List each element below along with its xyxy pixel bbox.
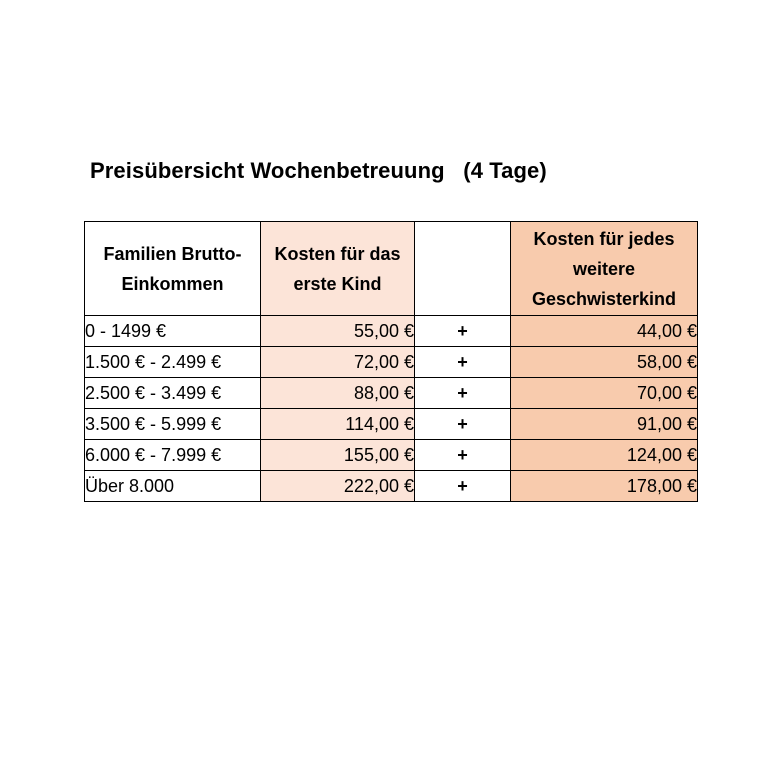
table-header-row (85, 222, 698, 316)
cell-further-child: 44,00 € (511, 316, 698, 347)
price-table (84, 221, 698, 502)
cell-further-child: 178,00 € (511, 471, 698, 502)
table-row (85, 316, 698, 347)
table-row (85, 409, 698, 440)
cell-first-child: 55,00 € (261, 316, 415, 347)
table-row (85, 440, 698, 471)
cell-plus: + (415, 378, 511, 409)
cell-income: 6.000 € - 7.999 € (85, 440, 261, 471)
cell-further-child: 58,00 € (511, 347, 698, 378)
table-row (85, 347, 698, 378)
cell-income: 1.500 € - 2.499 € (85, 347, 261, 378)
cell-further-child: 91,00 € (511, 409, 698, 440)
cell-plus: + (415, 409, 511, 440)
cell-plus: + (415, 347, 511, 378)
table-row (85, 378, 698, 409)
cell-income: 2.500 € - 3.499 € (85, 378, 261, 409)
cell-first-child: 72,00 € (261, 347, 415, 378)
cell-first-child: 88,00 € (261, 378, 415, 409)
cell-first-child: 222,00 € (261, 471, 415, 502)
header-income: Familien Brutto-Einkommen (85, 222, 261, 316)
page-title: Preisübersicht Wochenbetreuung (4 Tage) (90, 158, 547, 183)
cell-income: 0 - 1499 € (85, 316, 261, 347)
cell-further-child: 124,00 € (511, 440, 698, 471)
cell-plus: + (415, 471, 511, 502)
cell-first-child: 114,00 € (261, 409, 415, 440)
header-first-child: Kosten für das erste Kind (261, 222, 415, 316)
cell-first-child: 155,00 € (261, 440, 415, 471)
table-row (85, 471, 698, 502)
cell-plus: + (415, 316, 511, 347)
header-plus (415, 222, 511, 316)
cell-income: Über 8.000 (85, 471, 261, 502)
header-further-child: Kosten für jedes weitere Geschwisterkind (511, 222, 698, 316)
cell-income: 3.500 € - 5.999 € (85, 409, 261, 440)
cell-plus: + (415, 440, 511, 471)
cell-further-child: 70,00 € (511, 378, 698, 409)
